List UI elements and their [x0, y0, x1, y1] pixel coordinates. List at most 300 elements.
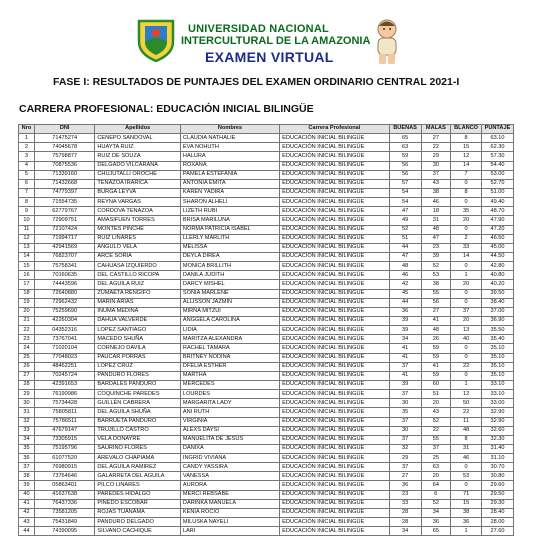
table-cell: 28 — [389, 518, 421, 527]
table-cell: 55 — [421, 435, 451, 444]
table-cell: 51.00 — [481, 188, 513, 197]
table-cell: 62.30 — [481, 143, 513, 152]
table-cell: 0 — [451, 344, 482, 353]
table-cell: 19 — [19, 298, 35, 307]
table-cell: 59 — [389, 152, 421, 161]
table-row — [19, 408, 514, 417]
table-cell: 18 — [421, 207, 451, 216]
table-cell: PILCO LINARES — [95, 481, 181, 490]
table-cell: EDUCACIÓN INICIAL BILINGÜE — [280, 426, 389, 435]
table-cell: 23 — [421, 243, 451, 252]
table-cell: 39 — [19, 481, 35, 490]
table-cell: 0 — [451, 298, 482, 307]
table-cell: 46.50 — [481, 234, 513, 243]
table-cell: 53.00 — [481, 170, 513, 179]
table-cell: 26 — [421, 335, 451, 344]
table-cell: MONICA BRILLITH — [180, 262, 279, 271]
table-cell: MANUELITA DE JESÚS — [180, 435, 279, 444]
table-cell: 75431849 — [34, 518, 94, 527]
table-cell: 62779767 — [34, 207, 94, 216]
table-cell: 35.10 — [481, 371, 513, 380]
table-row — [19, 353, 514, 362]
table-cell: 24 — [19, 344, 35, 353]
table-cell: 39 — [389, 316, 421, 325]
table-cell: BARRUETA PANDURO — [95, 417, 181, 426]
table-cell: 76980915 — [34, 463, 94, 472]
table-row — [19, 234, 514, 243]
table-cell: 65 — [421, 527, 451, 536]
table-cell: DANILA JUDITH — [180, 271, 279, 280]
table-cell: 52 — [421, 262, 451, 271]
table-cell: 5 — [19, 170, 35, 179]
table-cell: 9 — [19, 207, 35, 216]
table-cell: 38 — [421, 188, 451, 197]
table-cell: MARTHA — [180, 371, 279, 380]
table-cell: EDUCACIÓN INICIAL BILINGÜE — [280, 134, 389, 143]
table-cell: MIRNA MITZUI — [180, 307, 279, 316]
table-cell: 34 — [389, 335, 421, 344]
table-cell: 76823707 — [34, 252, 94, 261]
table-cell: DEL CASTILLO RICOPA — [95, 271, 181, 280]
table-cell: 73764646 — [34, 472, 94, 481]
table-cell: HALURA — [180, 152, 279, 161]
table-cell: 53 — [421, 271, 451, 280]
table-row — [19, 380, 514, 389]
table-cell: ARCE SORIA — [95, 252, 181, 261]
table-cell: 45.00 — [481, 243, 513, 252]
table-cell: 13 — [19, 243, 35, 252]
table-cell: 32 — [389, 444, 421, 453]
table-cell: 48 — [421, 326, 451, 335]
table-cell: 77048023 — [34, 353, 94, 362]
table-row — [19, 417, 514, 426]
table-cell: 56 — [421, 298, 451, 307]
table-cell: EDUCACIÓN INICIAL BILINGÜE — [280, 316, 389, 325]
table-cell: 3 — [19, 152, 35, 161]
table-cell: EDUCACIÓN INICIAL BILINGÜE — [280, 508, 389, 517]
table-cell: 35 — [389, 408, 421, 417]
table-cell: 32 — [19, 417, 35, 426]
table-cell: 63.10 — [481, 134, 513, 143]
column-header: MALAS — [421, 125, 451, 134]
table-cell: CENEPO SANDOVAL — [95, 134, 181, 143]
table-cell: 40.80 — [481, 271, 513, 280]
table-cell: 54.40 — [481, 161, 513, 170]
table-cell: 38 — [421, 280, 451, 289]
table-cell: EDUCACIÓN INICIAL BILINGÜE — [280, 280, 389, 289]
table-cell: 36.90 — [481, 316, 513, 325]
table-row — [19, 280, 514, 289]
table-cell: 20 — [451, 280, 482, 289]
table-cell: ALLISSON JAZMIN — [180, 298, 279, 307]
table-cell: 74390095 — [34, 527, 94, 536]
table-cell: TENAZOA IRARICA — [95, 179, 181, 188]
table-cell: EDUCACIÓN INICIAL BILINGÜE — [280, 463, 389, 472]
table-cell: EDUCACIÓN INICIAL BILINGÜE — [280, 152, 389, 161]
table-cell: 71432668 — [34, 179, 94, 188]
table-cell: AREVALO CHAPIAMA — [95, 454, 181, 463]
table-cell: 27 — [389, 472, 421, 481]
table-cell: DAHUA VALVERDE — [95, 316, 181, 325]
table-cell: 30 — [389, 426, 421, 435]
table-row — [19, 399, 514, 408]
table-cell: 42 — [389, 280, 421, 289]
table-cell: ALEXS DAYSI — [180, 426, 279, 435]
table-cell: 12 — [19, 234, 35, 243]
table-cell: 1 — [451, 380, 482, 389]
table-row — [19, 252, 514, 261]
table-cell: EDUCACIÓN INICIAL BILINGÜE — [280, 499, 389, 508]
table-cell: 33.10 — [481, 390, 513, 399]
table-cell: PANDURO DELGADO — [95, 518, 181, 527]
column-header: Nombres — [180, 125, 279, 134]
table-cell: 41 — [19, 499, 35, 508]
table-cell: 28.00 — [481, 518, 513, 527]
table-cell: CLAUDIA NATHALIE — [180, 134, 279, 143]
table-cell: 47 — [389, 252, 421, 261]
table-cell: BURGA LEYVA — [95, 188, 181, 197]
table-cell: INGRID VIVIANA — [180, 454, 279, 463]
table-cell: 44 — [389, 243, 421, 252]
table-cell: 15 — [451, 499, 482, 508]
table-cell: EDUCACIÓN INICIAL BILINGÜE — [280, 390, 389, 399]
table-cell: 71475274 — [34, 134, 94, 143]
table-row — [19, 499, 514, 508]
table-cell: 20 — [19, 307, 35, 316]
table-cell: 0 — [451, 198, 482, 207]
table-cell: 27 — [19, 371, 35, 380]
table-cell: 32.60 — [481, 426, 513, 435]
table-cell: 37 — [389, 417, 421, 426]
column-header: DNI — [34, 125, 94, 134]
table-row — [19, 271, 514, 280]
table-row — [19, 362, 514, 371]
table-cell: 39 — [389, 326, 421, 335]
table-cell: SHARON ALHELI — [180, 198, 279, 207]
table-cell: BARDALES PANDURO — [95, 380, 181, 389]
table-cell: MERCI REBSABE — [180, 490, 279, 499]
table-cell: KENIA ROCIO — [180, 508, 279, 517]
table-cell: MARIN ARIAS — [95, 298, 181, 307]
table-cell: 23 — [389, 490, 421, 499]
table-cell: 33.10 — [481, 380, 513, 389]
table-cell: 36 — [451, 518, 482, 527]
table-cell: MELISSA — [180, 243, 279, 252]
table-cell: 48 — [389, 262, 421, 271]
table-cell: 52 — [421, 417, 451, 426]
table-row — [19, 179, 514, 188]
table-row — [19, 481, 514, 490]
table-cell: 34 — [421, 508, 451, 517]
table-cell: 11 — [19, 225, 35, 234]
table-cell: RUIZ DE SOUZA — [95, 152, 181, 161]
table-cell: 6 — [19, 179, 35, 188]
table-cell: 6 — [421, 490, 451, 499]
table-cell: 28.40 — [481, 508, 513, 517]
table-cell: EDUCACIÓN INICIAL BILINGÜE — [280, 179, 389, 188]
table-cell: 30 — [389, 399, 421, 408]
table-cell: 65 — [389, 134, 421, 143]
table-cell: EDUCACIÓN INICIAL BILINGÜE — [280, 243, 389, 252]
table-cell: EDUCACIÓN INICIAL BILINGÜE — [280, 444, 389, 453]
table-cell: 47 — [421, 234, 451, 243]
table-cell: DEL AGUILA RAMIREZ — [95, 463, 181, 472]
table-cell: MILUSKA NAYELI — [180, 518, 279, 527]
table-cell: 36 — [389, 481, 421, 490]
table-cell: 14 — [19, 252, 35, 261]
column-header: BUENAS — [389, 125, 421, 134]
table-cell: CORNEJO DAVILA — [95, 344, 181, 353]
table-cell: 70875536 — [34, 161, 94, 170]
table-cell: GUILLÉN CABRERA — [95, 399, 181, 408]
table-cell: 47 — [389, 207, 421, 216]
table-header — [19, 125, 514, 134]
table-cell: 75786511 — [34, 417, 94, 426]
table-cell: 59 — [421, 344, 451, 353]
table-cell: 0 — [451, 289, 482, 298]
table-cell: 28 — [389, 508, 421, 517]
table-cell: 05863401 — [34, 481, 94, 490]
table-cell: 33 — [451, 243, 482, 252]
table-cell: 44 — [389, 298, 421, 307]
table-cell: 42941569 — [34, 243, 94, 252]
table-cell: 52.70 — [481, 179, 513, 188]
table-cell: 16 — [19, 271, 35, 280]
table-cell: 46 — [421, 198, 451, 207]
table-cell: DARINKA MANUELA — [180, 499, 279, 508]
table-cell: 43 — [421, 179, 451, 188]
table-cell: EDUCACIÓN INICIAL BILINGÜE — [280, 335, 389, 344]
table-cell: EDUCACIÓN INICIAL BILINGÜE — [280, 527, 389, 536]
table-row — [19, 472, 514, 481]
table-cell: 33 — [389, 499, 421, 508]
table-row — [19, 198, 514, 207]
table-cell: EDUCACIÓN INICIAL BILINGÜE — [280, 490, 389, 499]
table-cell: 52 — [389, 225, 421, 234]
table-cell: 39.50 — [481, 289, 513, 298]
table-cell: 31 — [19, 408, 35, 417]
table-cell: 38.40 — [481, 298, 513, 307]
table-cell: 35 — [451, 207, 482, 216]
table-cell: 44 — [19, 527, 35, 536]
table-cell: 49.40 — [481, 198, 513, 207]
table-cell: EDUCACIÓN INICIAL BILINGÜE — [280, 262, 389, 271]
table-cell: 74779397 — [34, 188, 94, 197]
table-cell: EDUCACIÓN INICIAL BILINGÜE — [280, 207, 389, 216]
table-cell: PAREDES HIDALGO — [95, 490, 181, 499]
table-cell: 35.10 — [481, 362, 513, 371]
table-cell: DFELIA ESTHER — [180, 362, 279, 371]
table-cell: 20 — [451, 316, 482, 325]
table-cell: ANTONIA EMITA — [180, 179, 279, 188]
table-cell: 37 — [389, 390, 421, 399]
table-cell: 52 — [421, 499, 451, 508]
table-cell: EDUCACIÓN INICIAL BILINGÜE — [280, 399, 389, 408]
table-cell: ROJAS TUANAMA — [95, 508, 181, 517]
table-cell: 75798877 — [34, 152, 94, 161]
university-logo — [136, 18, 176, 62]
table-cell: 1 — [19, 134, 35, 143]
results-table — [18, 124, 514, 536]
table-cell: 37 — [389, 463, 421, 472]
column-header: Carrera Profesional — [280, 125, 389, 134]
table-cell: 10 — [19, 216, 35, 225]
table-cell: EDUCACIÓN INICIAL BILINGÜE — [280, 188, 389, 197]
table-cell: EDUCACIÓN INICIAL BILINGÜE — [280, 326, 389, 335]
table-cell: 21 — [19, 316, 35, 325]
table-cell: 46 — [451, 454, 482, 463]
table-cell: 75195796 — [34, 444, 94, 453]
table-cell: 28 — [19, 380, 35, 389]
table-cell: 42260304 — [34, 316, 94, 325]
table-cell: 32.30 — [481, 435, 513, 444]
table-cell: 4 — [19, 161, 35, 170]
table-cell: 7 — [451, 170, 482, 179]
table-cell: INUMA MEDINA — [95, 307, 181, 316]
table-cell: 27 — [421, 307, 451, 316]
table-cell: 48 — [451, 426, 482, 435]
table-row — [19, 243, 514, 252]
table-cell: 47.90 — [481, 216, 513, 225]
table-cell: 61077520 — [34, 454, 94, 463]
table-cell: 0 — [451, 371, 482, 380]
table-cell: 73767041 — [34, 335, 94, 344]
table-cell: EDUCACIÓN INICIAL BILINGÜE — [280, 143, 389, 152]
table-cell: ANGGELA CAROLINA — [180, 316, 279, 325]
table-cell: 36 — [389, 307, 421, 316]
table-cell: 22 — [19, 326, 35, 335]
table-cell: AMASIFUEN TORRES — [95, 216, 181, 225]
table-cell: 1 — [451, 271, 482, 280]
table-cell: EDUCACIÓN INICIAL BILINGÜE — [280, 417, 389, 426]
table-cell: 44.50 — [481, 252, 513, 261]
table-cell: 71 — [451, 490, 482, 499]
page-header — [0, 0, 534, 70]
table-row — [19, 371, 514, 380]
table-cell: CANDY YASSIRA — [180, 463, 279, 472]
career-subtitle: CARRERA PROFESIONAL: EDUCACIÓN INICIAL BILINGÜE — [19, 103, 314, 115]
table-row — [19, 307, 514, 316]
table-cell: MARGARITA LADY — [180, 399, 279, 408]
table-cell: VANESSA — [180, 472, 279, 481]
table-cell: 70245724 — [34, 371, 94, 380]
table-cell: 39 — [389, 380, 421, 389]
table-cell: 54 — [389, 198, 421, 207]
table-cell: 34 — [19, 435, 35, 444]
table-cell: EDUCACIÓN INICIAL BILINGÜE — [280, 225, 389, 234]
table-cell: 32.90 — [481, 417, 513, 426]
table-cell: 2 — [19, 143, 35, 152]
table-cell: EDUCACIÓN INICIAL BILINGÜE — [280, 289, 389, 298]
table-cell: 37 — [451, 307, 482, 316]
table-cell: CORDOVA TENAZOA — [95, 207, 181, 216]
table-cell: 74443596 — [34, 280, 94, 289]
table-cell: 35.40 — [481, 335, 513, 344]
table-cell: 55 — [421, 289, 451, 298]
table-cell: HUAYTA RUIZ — [95, 143, 181, 152]
table-cell: 72107424 — [34, 225, 94, 234]
table-cell: 41637638 — [34, 490, 94, 499]
table-cell: EDUCACIÓN INICIAL BILINGÜE — [280, 518, 389, 527]
table-cell: EDUCACIÓN INICIAL BILINGÜE — [280, 371, 389, 380]
table-cell: DEL AGUILA SHUÑA — [95, 408, 181, 417]
table-cell: EDUCACIÓN INICIAL BILINGÜE — [280, 170, 389, 179]
table-cell: 37 — [389, 362, 421, 371]
table-cell: 31.40 — [481, 444, 513, 453]
table-cell: 63 — [389, 143, 421, 152]
table-cell: 22 — [451, 408, 482, 417]
table-cell: 27.60 — [481, 527, 513, 536]
table-row — [19, 463, 514, 472]
table-cell: EDUCACIÓN INICIAL BILINGÜE — [280, 435, 389, 444]
table-cell: PINEDO ESCOBAR — [95, 499, 181, 508]
table-cell: 41 — [389, 371, 421, 380]
table-cell: 30.80 — [481, 472, 513, 481]
table-cell: DELGADO VILCARANA — [95, 161, 181, 170]
table-row — [19, 188, 514, 197]
table-cell: EVA NOHUTH — [180, 143, 279, 152]
table-cell: 7 — [19, 188, 35, 197]
table-cell: 25 — [19, 353, 35, 362]
table-cell: 0 — [451, 463, 482, 472]
table-cell: 33 — [19, 426, 35, 435]
table-cell: BRISA MARILUNA — [180, 216, 279, 225]
table-cell: 75758341 — [34, 262, 94, 271]
table-cell: COQUINCHE PAREDES — [95, 390, 181, 399]
university-name-line1: UNIVERSIDAD NACIONAL — [188, 23, 329, 35]
table-cell: 35 — [19, 444, 35, 453]
table-cell: 48 — [421, 225, 451, 234]
table-cell: 56 — [389, 161, 421, 170]
table-cell: 41 — [421, 316, 451, 325]
table-cell: EDUCACIÓN INICIAL BILINGÜE — [280, 198, 389, 207]
table-cell: VIRGINIA — [180, 417, 279, 426]
table-row — [19, 225, 514, 234]
table-cell: 1 — [451, 527, 482, 536]
table-cell: 76190986 — [34, 390, 94, 399]
table-cell: 20 — [421, 472, 451, 481]
table-cell: 32.90 — [481, 408, 513, 417]
table-cell: 48462251 — [34, 362, 94, 371]
table-cell: EDUCACIÓN INICIAL BILINGÜE — [280, 362, 389, 371]
table-cell: DANIXA — [180, 444, 279, 453]
table-cell: 71020104 — [34, 344, 94, 353]
table-row — [19, 170, 514, 179]
table-cell: 8 — [451, 435, 482, 444]
table-cell: 37 — [421, 170, 451, 179]
table-cell: EDUCACIÓN INICIAL BILINGÜE — [280, 454, 389, 463]
table-cell: 22 — [421, 143, 451, 152]
table-row — [19, 152, 514, 161]
table-cell: 59 — [421, 353, 451, 362]
table-cell: ROXANA — [180, 161, 279, 170]
table-cell: REYNA VARGAS — [95, 198, 181, 207]
table-cell: 41 — [389, 344, 421, 353]
table-cell: 8 — [19, 198, 35, 207]
table-cell: 51 — [421, 390, 451, 399]
table-cell: 20 — [451, 216, 482, 225]
table-cell: 0 — [451, 179, 482, 188]
table-cell: 13 — [451, 326, 482, 335]
table-cell: 35.50 — [481, 326, 513, 335]
table-cell: EDUCACIÓN INICIAL BILINGÜE — [280, 216, 389, 225]
table-cell: LOPEZ SANTIAGO — [95, 326, 181, 335]
table-cell: LARI — [180, 527, 279, 536]
table-cell: EDUCACIÓN INICIAL BILINGÜE — [280, 298, 389, 307]
table-cell: 0 — [451, 225, 482, 234]
table-cell: DEL AGUILA RUIZ — [95, 280, 181, 289]
table-cell: MERCEDES — [180, 380, 279, 389]
